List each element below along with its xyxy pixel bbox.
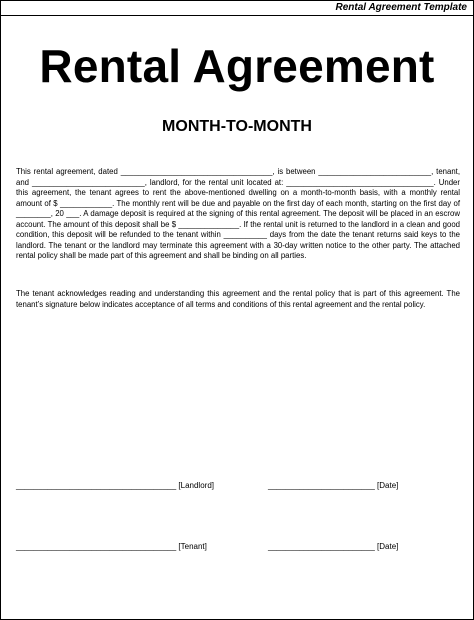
tenant-date-label: [Date] (377, 542, 399, 551)
tenant-signature-blank: ____________________________________ (16, 542, 177, 551)
tenant-label: [Tenant] (178, 542, 207, 551)
agreement-paragraph-1: This rental agreement, dated ___________________________________, is between __________________________, tenant, and __________________________, landlord, for the rental unit located at: __________________________________. Under this agreement, the tenant agrees to rent the above-mentioned dwelling on a month-to-month basis, with a monthly rental amount of $ ____________. The monthly rent will be due and payable on the first day of each month, starting on the first day of ________, 20 ___. A damage deposit is required at the signing of this rental agreement. The deposit will be placed in an escrow account. The amount of this deposit shall be $ ______________. If the rental unit is returned to the landlord in a clean and good condition, this deposit will be refunded to the tenant within __________ days from the date the tenant returns said keys to the landlord. The tenant or the landlord may terminate this agreement with a 30-day written notice to the other party. The attached rental policy shall be made part of this agreement and shall be binding on all parties. (16, 167, 460, 260)
tenant-date-line (268, 542, 398, 552)
landlord-label: [Landlord] (178, 481, 214, 490)
landlord-signature-line (16, 481, 214, 491)
tenant-signature-line (16, 542, 207, 552)
document-title: Rental Agreement (39, 40, 435, 92)
landlord-signature-blank: ____________________________________ (16, 481, 177, 490)
template-label: Rental Agreement Template (335, 2, 467, 13)
document-subtitle: MONTH-TO-MONTH (162, 118, 312, 135)
landlord-date-label: [Date] (377, 481, 399, 490)
landlord-date-line (268, 481, 398, 491)
tenant-date-blank: ________________________ (268, 542, 375, 551)
agreement-paragraph-2: The tenant acknowledges reading and understanding this agreement and the rental policy that is part of this agreement. The tenant’s signature below indicates acceptance of all terms and conditions of this rental agreement and the rental policy. (16, 289, 460, 309)
landlord-date-blank: ________________________ (268, 481, 375, 490)
header-bar (1, 1, 473, 16)
